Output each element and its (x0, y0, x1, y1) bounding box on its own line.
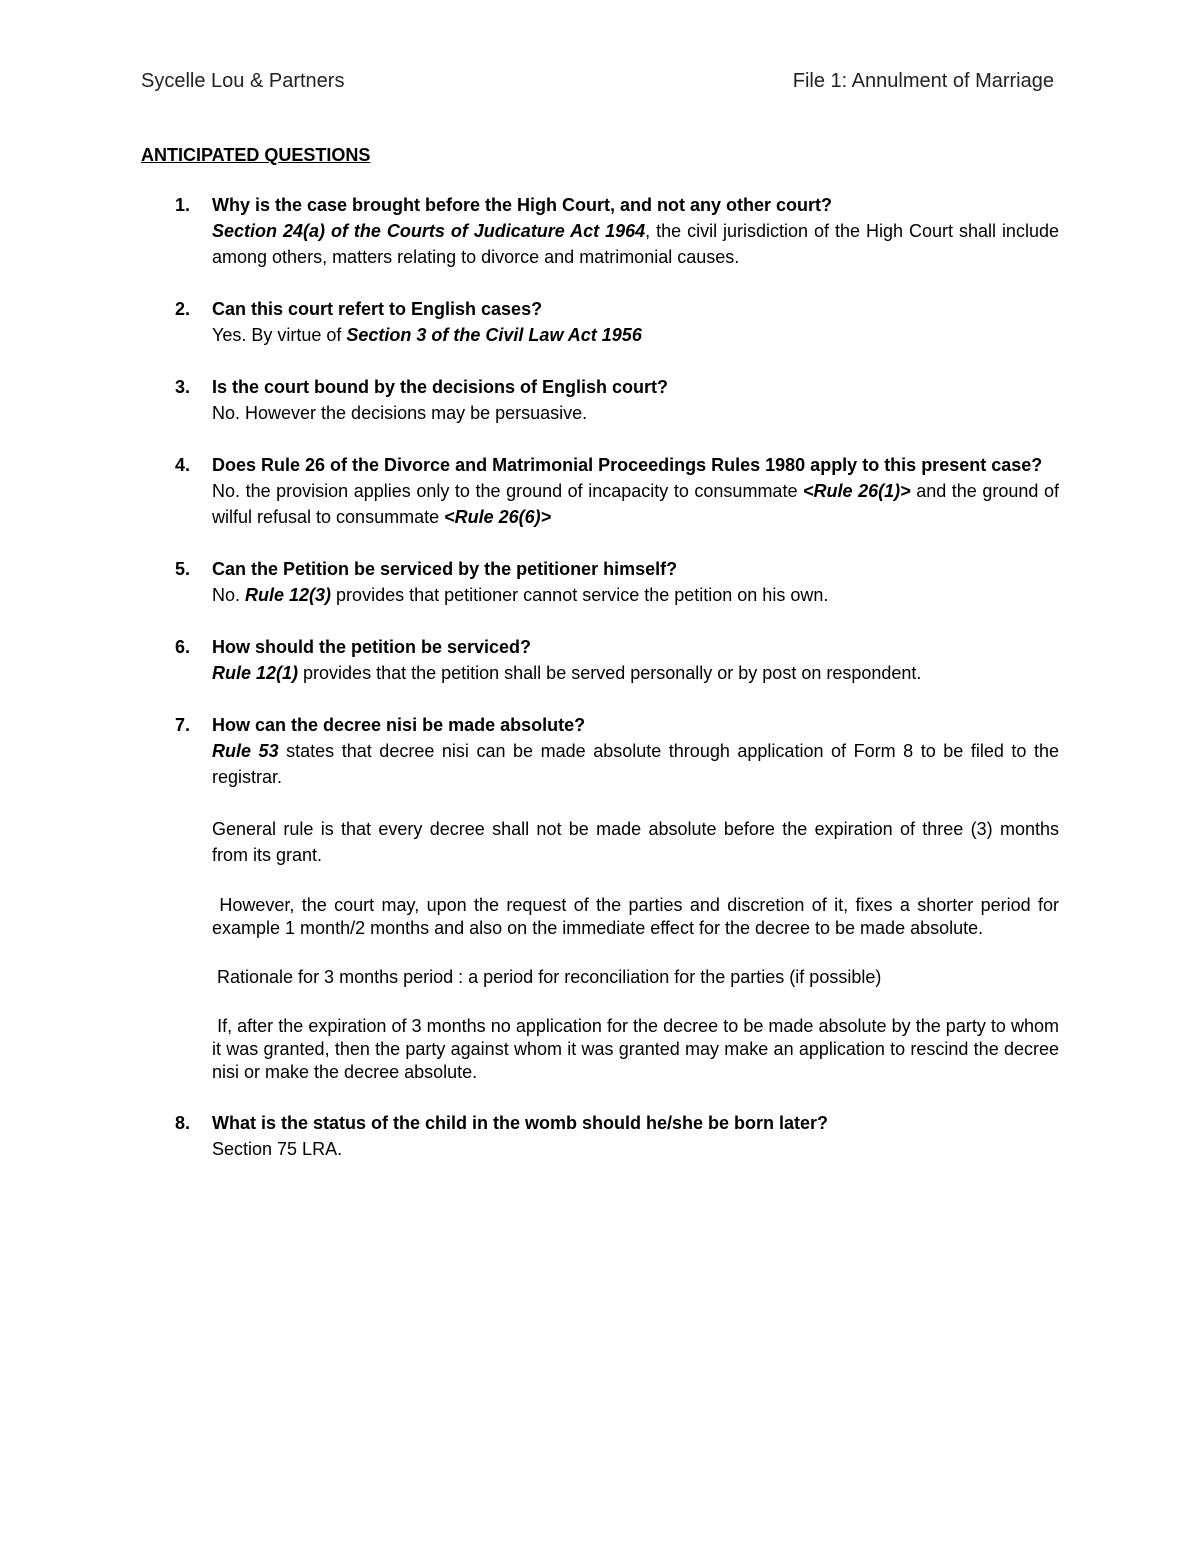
question-text: How should the petition be serviced? (212, 637, 532, 657)
question-item-4 (141, 452, 1059, 530)
question-item-3 (141, 374, 1059, 426)
question-number: 2. (175, 299, 191, 319)
question-text: Why is the case brought before the High Court, and not any other court? (212, 195, 833, 215)
question-text: Is the court bound by the decisions of English court? (212, 377, 669, 397)
question-item-1 (141, 192, 1059, 270)
legal-reference: Rule 12(3) (245, 585, 332, 605)
legal-reference: Rule 12(1) (212, 663, 299, 683)
question-text: Does Rule 26 of the Divorce and Matrimonial Proceedings Rules 1980 apply to this present case? (212, 455, 1043, 475)
legal-reference: Rule 53 (212, 741, 279, 761)
page-header (141, 70, 1054, 93)
question-number: 1. (175, 195, 191, 215)
question-text: What is the status of the child in the womb should he/she be born later? (212, 1113, 829, 1133)
document-body (141, 142, 1059, 1188)
question-number: 8. (175, 1113, 191, 1133)
answer-text: No. However the decisions may be persuasive. (212, 403, 588, 423)
question-number: 7. (175, 715, 191, 735)
question-number: 4. (175, 455, 191, 475)
question-item-7 (141, 712, 1059, 1084)
question-item-5 (141, 556, 1059, 608)
file-title: File 1: Annulment of Marriage (792, 70, 1054, 92)
question-item-2 (141, 296, 1059, 348)
question-number: 3. (175, 377, 191, 397)
legal-reference: <Rule 26(1)> (803, 481, 911, 501)
section-heading: ANTICIPATED QUESTIONS (141, 145, 371, 165)
legal-reference: Section 24(a) of the Courts of Judicature Act 1964 (212, 221, 646, 241)
answer-text: No. Rule 12(3) provides that petitioner cannot service the petition on his own. (212, 585, 829, 605)
question-text: Can the Petition be serviced by the petitioner himself? (212, 559, 678, 579)
question-item-8 (141, 1110, 1059, 1162)
question-text: Can this court refert to English cases? (212, 299, 543, 319)
answer-text: Section 24(a) of the Courts of Judicature Act 1964, the civil jurisdiction of the High Court shall include among others, matters relating to divorce and matrimonial causes. (212, 221, 1059, 267)
answer-paragraph: However, the court may, upon the request of the parties and discretion of it, fixes a shorter period for example 1 month/2 months and also on the immediate effect for the decree to be made absolute. (212, 895, 1059, 938)
answer-paragraph: Rationale for 3 months period : a period for reconciliation for the parties (if possible) (212, 967, 882, 987)
legal-reference: Section 3 of the Civil Law Act 1956 (346, 325, 642, 345)
answer-text: Section 75 LRA. (212, 1139, 343, 1159)
answer-text: Rule 12(1) provides that the petition shall be served personally or by post on respondent. (212, 663, 922, 683)
answer-text: Yes. By virtue of Section 3 of the Civil Law Act 1956 (212, 325, 642, 345)
question-list (141, 192, 1059, 1162)
question-item-6 (141, 634, 1059, 686)
legal-reference: <Rule 26(6)> (444, 507, 552, 527)
question-text: How can the decree nisi be made absolute? (212, 715, 586, 735)
firm-name: Sycelle Lou & Partners (141, 70, 345, 92)
question-number: 5. (175, 559, 191, 579)
answer-text: No. the provision applies only to the ground of incapacity to consummate <Rule 26(1)> and the ground of wilful refusal to consummate <Rule 26(6)> (212, 481, 1059, 527)
answer-paragraph: If, after the expiration of 3 months no application for the decree to be made absolute by the party to whom it was granted, then the party against whom it was granted may make an application to rescind the decree nisi or make the decree absolute. (212, 1016, 1059, 1082)
answer-paragraph: General rule is that every decree shall not be made absolute before the expiration of three (3) months from its grant. (212, 819, 1059, 865)
question-number: 6. (175, 637, 191, 657)
answer-text: Rule 53 states that decree nisi can be made absolute through application of Form 8 to be filed to the registrar. (212, 741, 1060, 787)
